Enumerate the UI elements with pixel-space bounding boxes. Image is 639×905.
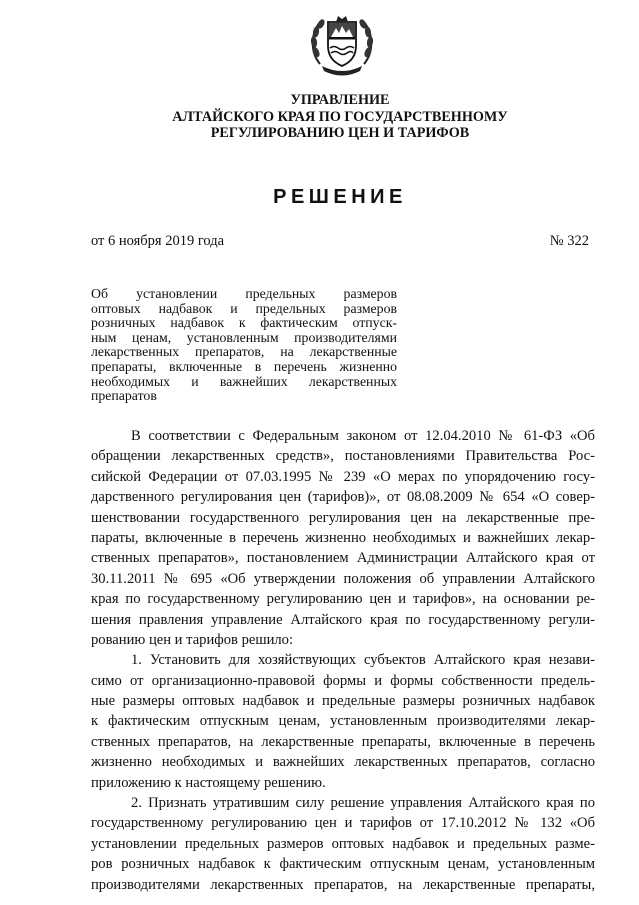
body-line: ственных препаратов», постановлением Администрации Алтайского края от bbox=[91, 550, 595, 567]
document-number: № 322 bbox=[549, 233, 589, 249]
body-line: ственных препаратов, на лекарственные препараты, включенные в перечень bbox=[91, 733, 595, 750]
preamble-paragraph bbox=[91, 426, 595, 650]
issuing-authority bbox=[120, 92, 560, 142]
body-line: ров розничных надбавок к фактическим отпускным ценам, установленным bbox=[91, 856, 595, 873]
body-line: шения правления управление Алтайского края по государственному регули- bbox=[91, 611, 595, 628]
body-line: к фактическим отпускным ценам, установленным производителями лекар- bbox=[91, 713, 595, 730]
org-line: АЛТАЙСКОГО КРАЯ ПО ГОСУДАРСТВЕННОМУ bbox=[172, 108, 508, 125]
altai-krai-coat-of-arms-icon bbox=[306, 8, 378, 80]
body-line: государственному регулированию цен и тарифов от 17.10.2012 № 132 «Об bbox=[91, 815, 595, 832]
document-date: от 6 ноября 2019 года bbox=[91, 233, 225, 249]
body-line: установлении предельных размеров оптовых надбавок и предельных разме- bbox=[91, 835, 595, 852]
subject-line: необходимых и важнейших лекарственных bbox=[91, 373, 397, 389]
document-type-title: РЕШЕНИЕ bbox=[273, 186, 407, 208]
subject-line: препараты, включенные в перечень жизненно bbox=[91, 358, 397, 374]
body-line: шенствовании государственного регулирования цен на лекарственные пре- bbox=[91, 509, 595, 526]
body-line: 1. Установить для хозяйствующих субъектов Алтайского края незави- bbox=[131, 652, 595, 669]
body-line: В соответствии с Федеральным законом от 12.04.2010 № 61-ФЗ «Об bbox=[131, 428, 595, 444]
org-line: УПРАВЛЕНИЕ bbox=[290, 92, 390, 108]
body-line: 2. Признать утратившим силу решение управления Алтайского края по bbox=[131, 795, 595, 812]
org-line: РЕГУЛИРОВАНИЮ ЦЕН И ТАРИФОВ bbox=[210, 125, 470, 142]
body-line: симо от организационно-правовой формы и формы собственности предель- bbox=[91, 672, 595, 689]
subject-line: Об установлении предельных размеров bbox=[91, 286, 397, 301]
subject-line: оптовых надбавок и предельных размеров bbox=[91, 300, 397, 316]
body-line: производителями лекарственных препаратов, на лекарственные препараты, bbox=[91, 876, 595, 893]
item-2-paragraph bbox=[91, 793, 595, 895]
body-line: ные размеры оптовых надбавок и предельные размеры розничных надбавок bbox=[91, 693, 595, 710]
item-1-paragraph bbox=[91, 650, 595, 793]
body-line: жизненно необходимых и важнейших лекарственных препаратов, согласно bbox=[91, 754, 595, 771]
subject-line: розничных надбавок к фактическим отпуск- bbox=[91, 315, 397, 331]
subject-line: препаратов bbox=[91, 388, 157, 404]
document-subject bbox=[91, 287, 397, 404]
body-line: приложению к настоящему решению. bbox=[91, 774, 326, 791]
body-line: параты, включенные в перечень жизненно необходимых и важнейших лекар- bbox=[91, 529, 595, 546]
body-line: рованию цен и тарифов решило: bbox=[91, 631, 294, 648]
document-body bbox=[91, 426, 595, 895]
body-line: обращении лекарственных средств», постановлениями Правительства Рос- bbox=[91, 448, 595, 465]
body-line: дарственного регулирования цен (тарифов)», от 08.08.2009 № 654 «О совер- bbox=[91, 489, 595, 506]
subject-line: ным ценам, установленным производителями bbox=[91, 329, 397, 345]
body-line: 30.11.2011 № 695 «Об утверждении положения об управлении Алтайского bbox=[91, 570, 595, 587]
body-line: сийской Федерации от 07.03.1995 № 239 «О мерах по упорядочению госу- bbox=[91, 468, 595, 485]
subject-line: лекарственных препаратов, на лекарственные bbox=[91, 344, 397, 360]
body-line: края по государственному регулированию цен и тарифов», на основании ре- bbox=[91, 591, 595, 608]
